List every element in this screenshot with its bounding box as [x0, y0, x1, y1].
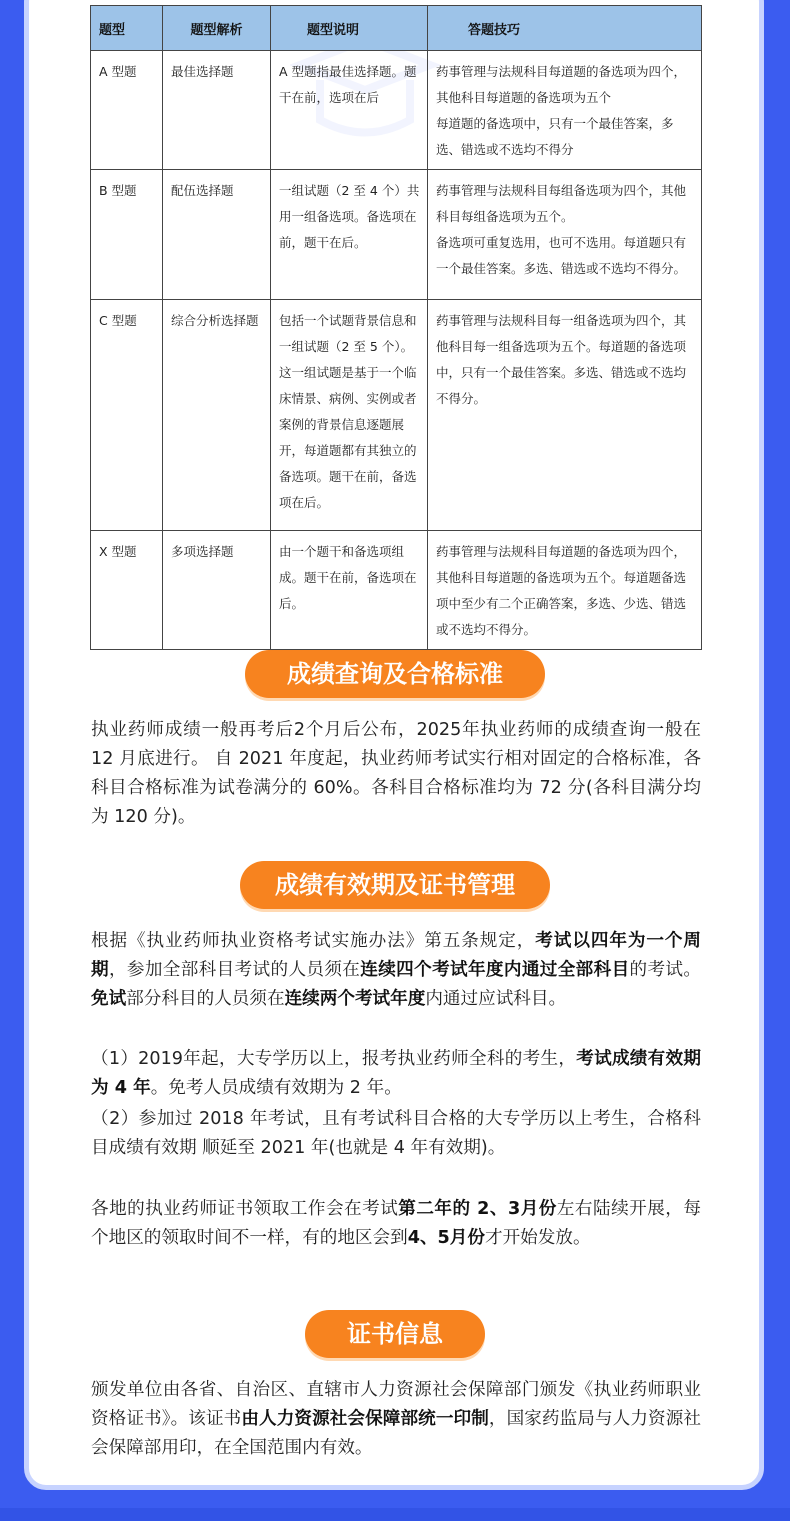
certificate-collection-paragraph — [91, 1195, 701, 1253]
cell-analysis: 多项选择题 — [163, 531, 271, 650]
cell-type: X 型题 — [91, 531, 163, 650]
cell-tips: 药事管理与法规科目每道题的备选项为四个，其他科目每道题的备选项为五个。每道题备选项中至少有二个正确答案，多选、少选、错选或不选均不得分。 — [428, 531, 702, 650]
text-run: ，国家药监局与人力资源社会保障部用印，在全国范围内有效。 — [91, 1409, 701, 1458]
section-title-validity: 成绩有效期及证书管理 — [240, 861, 550, 909]
section-title-score-query: 成绩查询及合格标准 — [245, 650, 545, 698]
table-row — [91, 170, 702, 300]
validity-paragraph-2 — [91, 1045, 701, 1103]
header-analysis: 题型解析 — [163, 6, 271, 51]
cell-desc: 包括一个试题背景信息和一组试题（2 至 5 个）。这一组试题是基于一个临床情景、病例、实例或者案例的背景信息逐题展开，每道题都有其独立的备选项。题干在前，备选项在后。 — [271, 300, 428, 531]
header-type: 题型 — [91, 6, 163, 51]
table-row — [91, 51, 702, 170]
table-header-row — [91, 6, 702, 51]
text-run: （1）2019年起，大专学历以上，报考执业药师全科的考生， — [91, 1049, 577, 1069]
bold-run: 连续两个考试年度 — [284, 989, 426, 1009]
cell-type: C 型题 — [91, 300, 163, 531]
cell-tips: 药事管理与法规科目每道题的备选项为四个，其他科目每道题的备选项为五个 每道题的备选项中，只有一个最佳答案，多选、错选或不选均不得分 — [428, 51, 702, 170]
validity-paragraph-3: （2）参加过 2018 年考试，且有考试科目合格的大专学历以上考生，合格科目成绩有效期 顺延至 2021 年(也就是 4 年有效期)。 — [91, 1109, 701, 1158]
table-row — [91, 300, 702, 531]
cell-tips: 药事管理与法规科目每组备选项为四个，其他科目每组备选项为五个。 备选项可重复选用，也可不选用。每道题只有一个最佳答案。多选、错选或不选均不得分。 — [428, 170, 702, 300]
text-run: 部分科目的人员须在 — [126, 989, 285, 1009]
cell-desc: A 型题指最佳选择题。题干在前，选项在后 — [271, 51, 428, 170]
score-query-paragraph: 执业药师成绩一般再考后2个月后公布，2025年执业药师的成绩查询一般在 12 月底进行。 自 2021 年度起，执业药师考试实行相对固定的合格标准，各科目合格标准为试卷满分的 60%。各科目合格标准均为 72 分(各科目满分均为 120 分)。 — [91, 720, 701, 827]
cell-desc: 一组试题（2 至 4 个）共用一组备选项。备选项在前，题干在后。 — [271, 170, 428, 300]
header-tips: 答题技巧 — [428, 6, 702, 51]
cell-type: A 型题 — [91, 51, 163, 170]
bold-run: 4、5月份 — [407, 1228, 485, 1248]
header-desc: 题型说明 — [271, 6, 428, 51]
section-title-certificate-info: 证书信息 — [305, 1310, 485, 1358]
bold-run: 连续四个考试年度内通过全部科目 — [360, 960, 630, 980]
text-run: 。免考人员成绩有效期为 2 年。 — [150, 1078, 402, 1098]
cell-desc: 由一个题干和备选项组成。题干在前，备选项在后。 — [271, 531, 428, 650]
cell-analysis: 综合分析选择题 — [163, 300, 271, 531]
text-run: 才开始发放。 — [484, 1228, 591, 1248]
cell-analysis: 最佳选择题 — [163, 51, 271, 170]
certificate-info-paragraph — [91, 1376, 701, 1463]
validity-paragraph-1 — [91, 927, 701, 1014]
bold-run: 免试 — [91, 989, 127, 1009]
cell-type: B 型题 — [91, 170, 163, 300]
text-run: ，参加全部科目考试的人员须在 — [108, 960, 361, 980]
bottom-strip — [0, 1508, 790, 1521]
bold-run: 第二年的 2、3月份 — [398, 1199, 557, 1219]
text-run: 的考试。 — [629, 960, 701, 980]
cell-tips: 药事管理与法规科目每一组备选项为四个，其他科目每一组备选项为五个。每道题的备选项中，只有一个最佳答案。多选、错选或不选均不得分。 — [428, 300, 702, 531]
text-run: 各地的执业药师证书领取工作会在考试 — [91, 1199, 399, 1219]
bold-run: 考试以四年为一个周期 — [91, 931, 701, 980]
text-run: 内通过应试科目。 — [425, 989, 567, 1009]
table-row — [91, 531, 702, 650]
cell-analysis: 配伍选择题 — [163, 170, 271, 300]
bold-run: 由人力资源社会保障部统一印制 — [241, 1409, 489, 1429]
bold-run: 考试成绩有效期为 4 年 — [91, 1049, 701, 1098]
text-run: 左右陆续开展，每个地区的领取时间不一样，有的地区会到 — [91, 1199, 701, 1248]
text-run: 颁发单位由各省、自治区、直辖市人力资源社会保障部门颁发《执业药师职业资格证书》。该证书 — [91, 1380, 701, 1429]
question-type-table — [90, 5, 702, 650]
text-run: 根据《执业药师执业资格考试实施办法》第五条规定， — [91, 931, 536, 951]
